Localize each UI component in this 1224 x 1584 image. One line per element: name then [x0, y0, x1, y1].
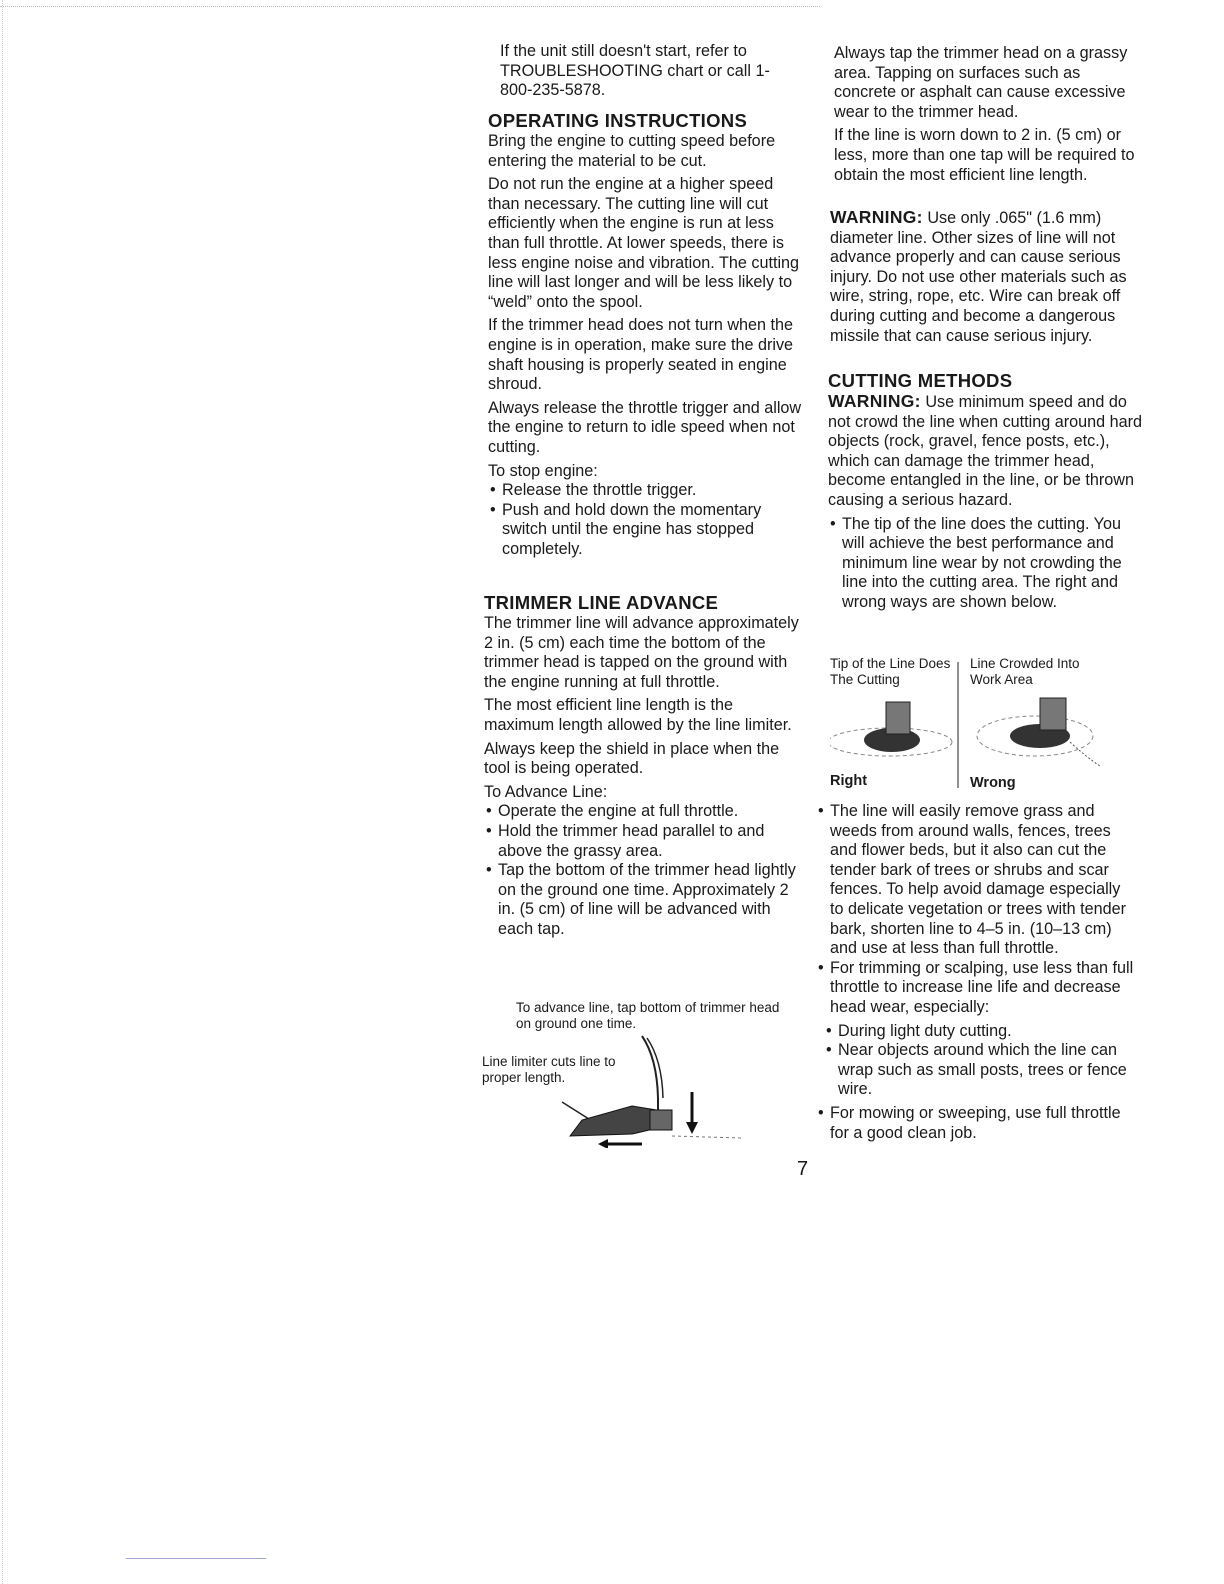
- list-item: • Hold the trimmer head parallel to and above the grassy area.: [484, 822, 802, 861]
- right-wrong-figure: [830, 656, 1120, 796]
- operating-p3: If the trimmer head does not turn when the engine is in operation, make sure the drive shaft housing is properly seated in engine shroud.: [488, 316, 794, 394]
- list-item: • Operate the engine at full throttle.: [484, 802, 802, 822]
- right-p1: Always tap the trimmer head on a grassy area. Tapping on surfaces such as concrete or asphalt can cause excessive wear to the trimmer head.: [834, 44, 1128, 121]
- cutting-heading: CUTTING METHODS: [828, 370, 1013, 391]
- advance-p3: Always keep the shield in place when the tool is being operated.: [484, 739, 780, 778]
- cutting-list: [816, 802, 1136, 1018]
- stop-engine-list: [488, 481, 806, 559]
- scan-left-edge: [2, 0, 3, 1584]
- advance-section: [484, 592, 802, 944]
- advance-p1: The trimmer line will advance approximately 2 in. (5 cm) each time the bottom of the trimmer head is tapped on the ground with the engine running at full throttle.: [484, 614, 799, 691]
- list-item: • Near objects around which the line can wrap such as small posts, trees or fence wire.: [824, 1041, 1136, 1100]
- warning-line-size: [830, 208, 1142, 350]
- warning-text: Use only .065" (1.6 mm) diameter line. Other sizes of line will not advance properly and can cause serious injury. Do not use other materials such as wire, string, rope, etc. Wire can break off during cutting and become a dangerous missile that can cause serious injury.: [830, 209, 1127, 345]
- cutting-last-list: [816, 1104, 1136, 1143]
- scan-top-edge: [0, 6, 820, 7]
- operating-section: [488, 110, 806, 563]
- operating-heading: OPERATING INSTRUCTIONS: [488, 110, 748, 131]
- advance-line-list: [484, 802, 802, 939]
- scan-bottom-mark: [126, 1558, 266, 1559]
- list-item: • The line will easily remove grass and weeds from around walls, fences, trees and flower beds, but it also can cut the tender bark of trees or shrubs and scar fences. To help avoid damage especially to delicate vegetation or trees with tender bark, shorten line to 4–5 in. (10–13 cm) and use at less than full throttle.: [816, 802, 1136, 959]
- list-item: • Release the throttle trigger.: [488, 481, 806, 501]
- operating-p4: Always release the throttle trigger and allow the engine to return to idle speed when not cutting.: [488, 398, 802, 456]
- list-item: • For mowing or sweeping, use full throttle for a good clean job.: [816, 1104, 1136, 1143]
- right-p2: If the line is worn down to 2 in. (5 cm) or less, more than one tap will be required to obtain the most efficient line length.: [834, 126, 1135, 184]
- cutting-section: [828, 370, 1144, 617]
- advance-line-label: To Advance Line:: [484, 782, 608, 801]
- list-item: • For trimming or scalping, use less than full throttle to increase line life and decrease head wear, especially:: [816, 959, 1136, 1018]
- list-item: • The tip of the line does the cutting. You will achieve the best performance and minimum line wear by not crowding the line into the cutting area. The right and wrong ways are shown below.: [828, 515, 1144, 613]
- operating-p2: Do not run the engine at a higher speed than necessary. The cutting line will cut efficiently when the engine is run at less than full throttle. At lower speeds, there is less engine noise and vibration. The cutting line will last longer and will be less likely to “weld” onto the spool.: [488, 175, 800, 311]
- fig-right-caption: Line Crowded Into Work Area: [970, 656, 1080, 687]
- right-label: Right: [830, 773, 868, 789]
- page-number: 7: [797, 1158, 809, 1180]
- right-top-section: [834, 44, 1144, 189]
- cutting-tips: [816, 802, 1136, 1147]
- stop-engine-label: To stop engine:: [488, 461, 598, 480]
- list-item: • Tap the bottom of the trimmer head lightly on the ground one time. Approximately 2 in. (5 cm) of line will be advanced with each tap.: [484, 861, 802, 939]
- wrong-label: Wrong: [970, 775, 1016, 791]
- intro-paragraph: If the unit still doesn't start, refer to TROUBLESHOOTING chart or call 1-800-235-5878.: [500, 42, 770, 100]
- tip-list: [828, 515, 1144, 613]
- advance-heading: TRIMMER LINE ADVANCE: [484, 592, 719, 613]
- line-limiter-caption: Line limiter cuts line to proper length.: [482, 1054, 616, 1085]
- advance-p2: The most efficient line length is the maximum length allowed by the line limiter.: [484, 696, 792, 734]
- fig-left-caption: Tip of the Line Does The Cutting: [830, 656, 951, 687]
- cutting-sub-list: [824, 1022, 1136, 1100]
- list-item: • Push and hold down the momentary switch until the engine has stopped completely.: [488, 501, 806, 560]
- tap-figure-caption: To advance line, tap bottom of trimmer head on ground one time.: [516, 1000, 780, 1031]
- warning-text: Use minimum speed and do not crowd the line when cutting around hard objects (rock, gravel, fence posts, etc.), which can damage the trimmer head, become entangled in the line, or be thrown causing a serious hazard.: [828, 393, 1143, 509]
- tap-figure: [482, 998, 804, 1148]
- warning-label: WARNING:: [830, 207, 923, 227]
- warning-label: WARNING:: [828, 391, 921, 411]
- list-item: • During light duty cutting.: [824, 1022, 1136, 1042]
- trimmer-tap-illustration: [482, 998, 804, 1148]
- operating-p1: Bring the engine to cutting speed before entering the material to be cut.: [488, 132, 776, 170]
